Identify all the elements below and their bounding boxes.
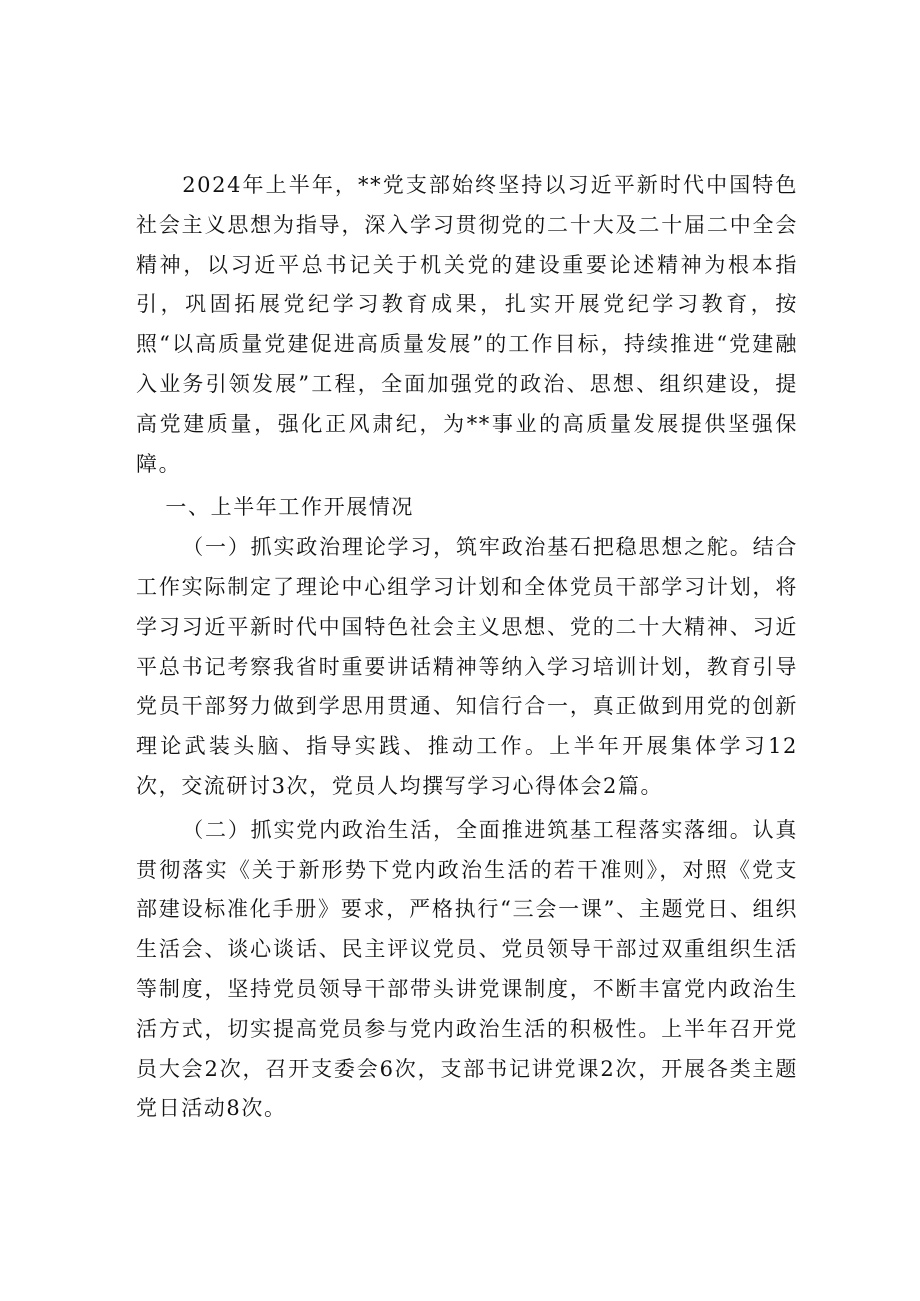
section-heading: 一、上半年工作开展情况: [165, 495, 414, 520]
subsection-2-paragraph: （二）抓实党内政治生活，全面推进筑基工程落实落细。认真贯彻落实《关于新形势下党内政治生活的若干准则》，对照《党支部建设标准化手册》要求，严格执行“三会一课”、主题党日、组织生活会、谈心谈话、民主评议党员、党员领导干部过双重组织生活等制度，坚持党员领导干部带头讲党课制度，不断丰富党内政治生活方式，切实提高党员参与党内政治生活的积极性。上半年召开党员大会2次，召开支委会6次，支部书记讲党课2次，开展各类主题党日活动8次。: [136, 817, 798, 1121]
document-body: [136, 166, 798, 1129]
intro-paragraph: 2024年上半年，**党支部始终坚持以习近平新时代中国特色社会主义思想为指导，深入学习贯彻党的二十大及二十届二中全会精神，以习近平总书记关于机关党的建设重要论述精神为根本指引，巩固拓展党纪学习教育成果，扎实开展党纪学习教育，按照“以高质量党建促进高质量发展”的工作目标，持续推进“党建融入业务引领发展”工程，全面加强党的政治、思想、组织建设，提高党建质量，强化正风肃纪，为**事业的高质量发展提供坚强保障。: [136, 173, 798, 476]
subsection-1-paragraph: （一）抓实政治理论学习，筑牢政治基石把稳思想之舵。结合工作实际制定了理论中心组学习计划和全体党员干部学习计划，将学习习近平新时代中国特色社会主义思想、党的二十大精神、习近平总书记考察我省时重要讲话精神等纳入学习培训计划，教育引导党员干部努力做到学思用贯通、知信行合一，真正做到用党的创新理论武装头脑、指导实践、推动工作。上半年开展集体学习12次，交流研讨3次，党员人均撰写学习心得体会2篇。: [136, 535, 798, 798]
